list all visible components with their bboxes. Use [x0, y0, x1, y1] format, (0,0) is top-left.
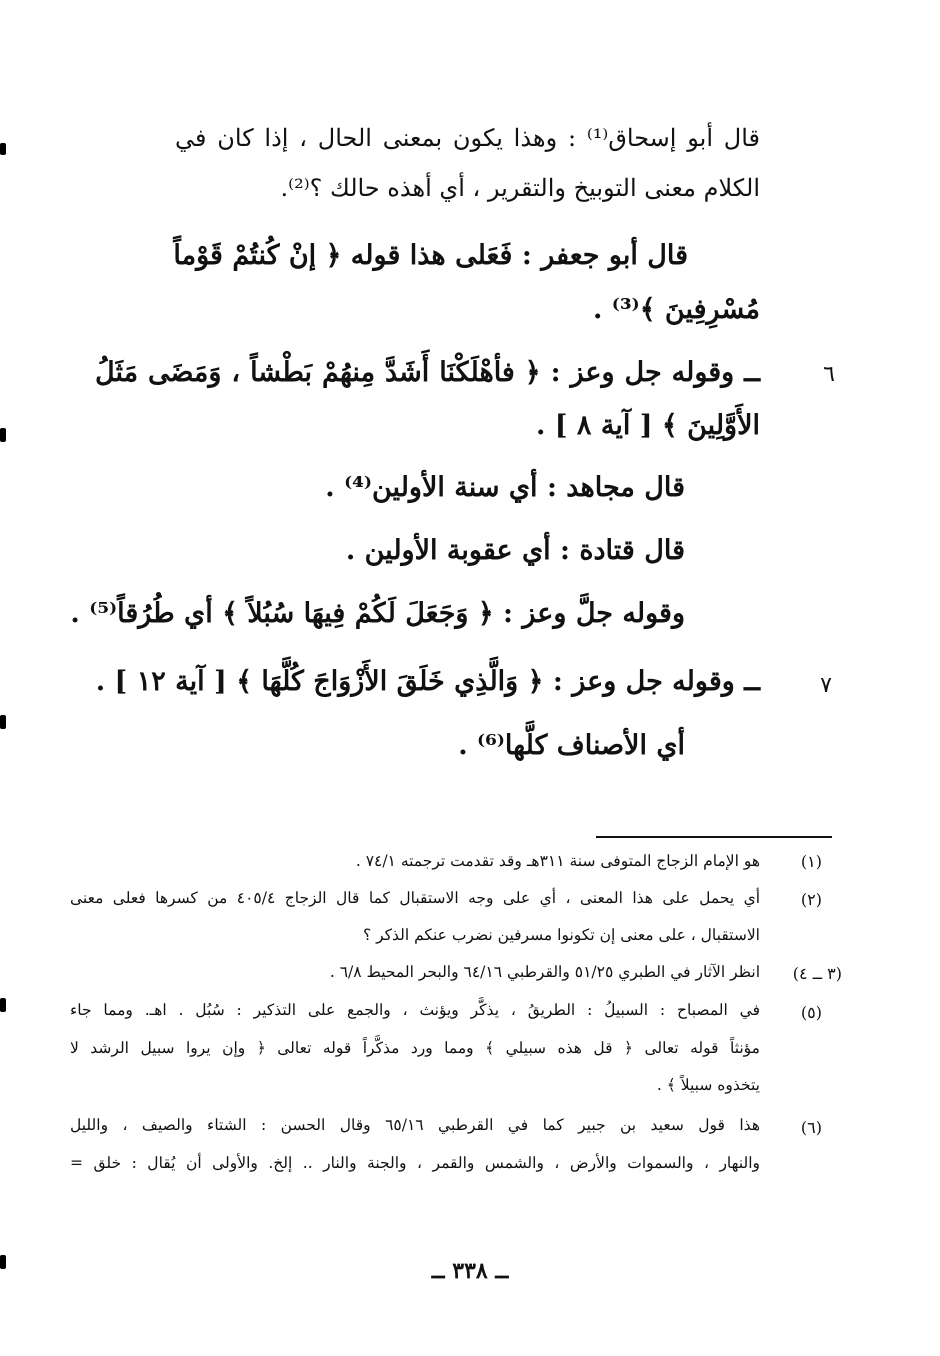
- footnote-6-line1: هذا قول سعيد بن جبير كما في القرطبي ٦٥/١٦ وقال الحسن : الشتاء والصيف ، والليل: [70, 1116, 760, 1134]
- footnote-number-6: (٦): [800, 1118, 822, 1137]
- binding-mark: [0, 1255, 6, 1269]
- footnote-number-2: (٢): [800, 890, 822, 909]
- binding-mark: [0, 143, 6, 155]
- footnote-2-line2: الاستقبال ، على معنى إن تكونوا مسرفين نضرب عنكم الذكر ؟: [362, 926, 760, 944]
- page-number: ــ ٣٣٨ ــ: [431, 1258, 509, 1284]
- footnote-number-5: (٥): [800, 1003, 822, 1022]
- item-6-line1: ــ وقوله جل وعز : ﴿ فأهْلَكْنَا أَشَدَّ مِنهُمْ بَطْشاً ، وَمَضَى مَثَلُ: [95, 357, 760, 388]
- paragraph-abu-jafar-line2: مُسْرِفِينَ ﴾⁽³⁾ .: [593, 294, 760, 325]
- footnote-5-line1: في المصباح : السبيلُ : الطريقُ ، يذكَّر ويؤنث ، والجمع على التذكير : سُبُل . اهـ. ومما جاء: [70, 1001, 760, 1019]
- paragraph-abu-ishaq-line2: الكلام معنى التوبيخ والتقرير ، أي أهذه حالك ؟⁽²⁾.: [280, 174, 760, 202]
- subulan-line: وقوله جلَّ وعز : ﴿ وَجَعَلَ لَكُمْ فِيهَا سُبُلاً ﴾ أي طُرُقاً⁽⁵⁾ .: [70, 598, 685, 629]
- item-6-line2: الأَوَّلِينَ ﴾ [ آية ٨ ] .: [535, 410, 760, 441]
- item-number-7: ٧: [820, 673, 832, 698]
- item-7-line1: ــ وقوله جل وعز : ﴿ وَالَّذِي خَلَقَ الأَزْوَاجَ كُلَّهَا ﴾ [ آية ١٢ ] .: [95, 666, 760, 697]
- binding-mark: [0, 715, 6, 729]
- footnote-5-line3: يتخذوه سبيلاً ﴾ .: [656, 1076, 760, 1094]
- footnote-number-3-4: (٣ ــ ٤): [792, 964, 842, 983]
- footnote-number-1: (١): [800, 852, 822, 871]
- footnote-separator: [596, 836, 832, 838]
- footnote-6-line2: والنهار ، والسموات والأرض ، والشمس والقمر ، والجنة والنار .. إلخ. والأولى أن يُقال : خلق =: [70, 1154, 760, 1172]
- binding-mark: [0, 428, 6, 442]
- mujahid-line: قال مجاهد : أي سنة الأولين⁽⁴⁾ .: [325, 472, 685, 503]
- binding-mark: [0, 998, 6, 1012]
- footnote-1-line1: هو الإمام الزجاج المتوفى سنة ٣١١هـ وقد تقدمت ترجمته ٧٤/١ .: [355, 852, 760, 870]
- footnote-3-4-line1: انظر الآثار في الطبري ٥١/٢٥ والقرطبي ٦٤/١٦ والبحر المحيط ٦/٨ .: [329, 963, 760, 981]
- paragraph-abu-ishaq-line1: قال أبو إسحاق⁽¹⁾ : وهذا يكون بمعنى الحال ، إذا كان في: [175, 124, 760, 152]
- item-number-6: ٦: [823, 362, 835, 387]
- qatada-line: قال قتادة : أي عقوبة الأولين .: [345, 535, 685, 566]
- item-7-line2: أي الأصناف كلَّها⁽⁶⁾ .: [458, 730, 685, 761]
- paragraph-abu-jafar-line1: قال أبو جعفر : فَعَلى هذا قوله ﴿ إنْ كُنتُمْ قَوْماً: [173, 240, 688, 271]
- footnote-5-line2: مؤنثاً قوله تعالى ﴿ قل هذه سبيلي ﴾ ومما ورد مذكَّراً قوله تعالى ﴿ وإن يروا سبيل الرشد لا: [70, 1039, 760, 1057]
- footnote-2-line1: أي يحمل على هذا المعنى ، أي على وجه الاستقبال كما قال الزجاج ٤٠٥/٤ من كسرها فعلى معنى: [70, 889, 761, 907]
